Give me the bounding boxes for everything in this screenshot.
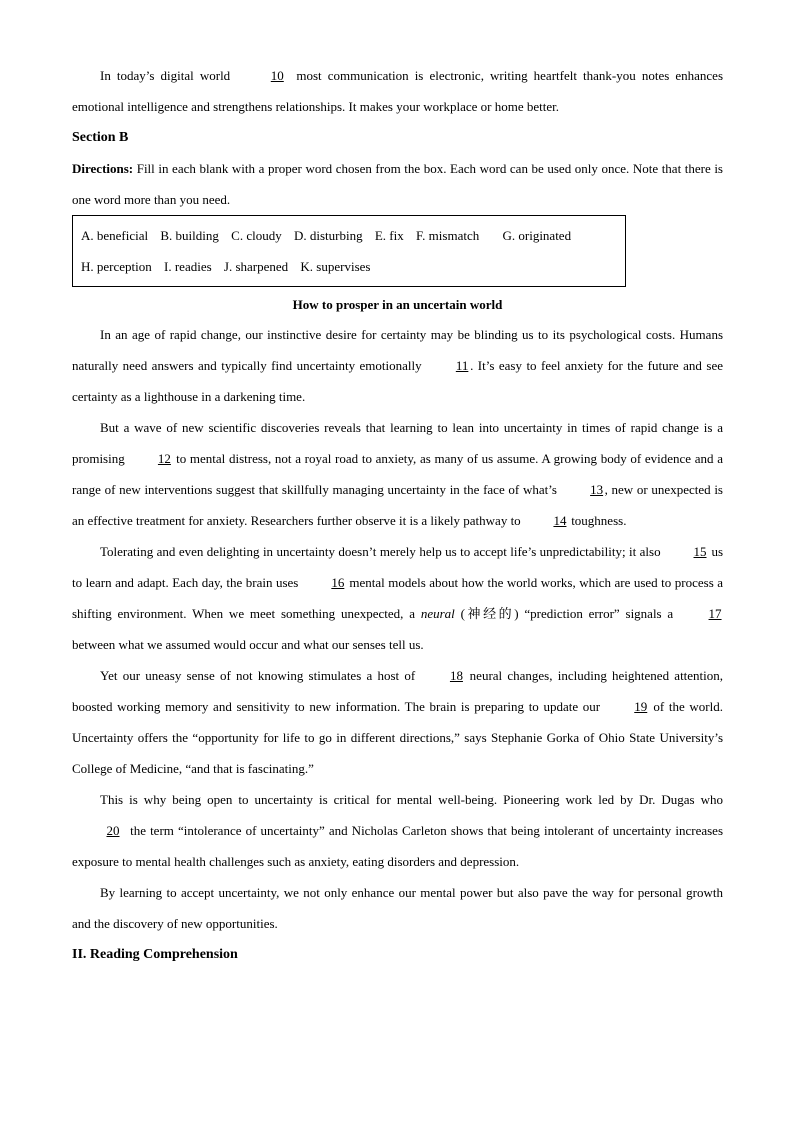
text: This is why being open to uncertainty is critical for mental well-being. Pioneering work led by Dr. Dugas who	[100, 792, 723, 807]
text: In an age of rapid change, our instinctive desire for certainty may be blinding us to its psychological costs. Humans naturally need answers and typically find uncertainty emotionally	[72, 327, 723, 373]
blank-15: 15	[693, 544, 707, 559]
option-c: C. cloudy	[231, 228, 282, 243]
text: us to learn and adapt. Each day, the brain uses	[72, 544, 723, 590]
neural-word: neural	[420, 606, 455, 621]
text: to mental distress, not a royal road to anxiety, as many of us assume. A growing body of evidence and a range of new interventions suggest that skillfully managing uncertainty in the face of what’s	[72, 451, 723, 497]
text: In today’s digital world	[100, 68, 231, 83]
option-e: E. fix	[374, 228, 404, 243]
section-ii-heading: II. Reading Comprehension	[72, 947, 238, 962]
blank-14: 14	[553, 513, 567, 528]
article-paragraph-6: By learning to accept uncertainty, we not only enhance our mental power but also pave the way for personal growth and the discovery of new opportunities.	[72, 885, 723, 931]
word-box-row-2	[81, 251, 617, 282]
text: of the world. Uncertainty offers the “opportunity for life to go in different directions,” says Stephanie Gorka of Ohio State University’s College of Medicine, “and that is fascinating.”	[72, 699, 724, 776]
article-paragraph-3	[72, 536, 723, 660]
article-title: How to prosper in an uncertain world	[292, 297, 503, 312]
text: Tolerating and even delighting in uncertainty doesn’t merely help us to accept life’s unpredictability; it also	[100, 544, 661, 559]
blank-18: 18	[449, 668, 463, 683]
word-box	[72, 215, 626, 287]
directions-text: Fill in each blank with a proper word chosen from the box. Each word can be used only once. Note that there is one word more than you need.	[72, 161, 723, 207]
article-paragraph-4	[72, 660, 723, 784]
text: Yet our uneasy sense of not knowing stimulates a host of	[100, 668, 416, 683]
option-i: I. readies	[164, 259, 212, 274]
article-paragraph-1	[72, 319, 723, 412]
text: between what we assumed would occur and what our senses tell us.	[72, 637, 424, 652]
blank-20: 20	[106, 823, 120, 838]
directions	[72, 153, 723, 215]
chinese-gloss: (神经的)	[460, 606, 519, 621]
option-g: G. originated	[502, 228, 572, 243]
text: most communication is electronic, writing heartfelt thank-you notes enhances emotional intelligence and strengthens relationships. It makes your workplace or home better.	[72, 68, 724, 114]
word-box-row-1	[81, 220, 617, 251]
text: “prediction error” signals a	[524, 606, 674, 621]
text: toughness.	[571, 513, 627, 528]
document-page	[72, 60, 723, 970]
text: mental models about how the world works, which are used to process a shifting environment. When we meet something unexpected, a	[72, 575, 724, 621]
option-k: K. supervises	[300, 259, 371, 274]
option-j: J. sharpened	[223, 259, 289, 274]
blank-12: 12	[157, 451, 171, 466]
blank-19: 19	[634, 699, 648, 714]
intro-paragraph	[72, 60, 723, 122]
blank-10: 10	[270, 68, 284, 83]
option-h: H. perception	[81, 259, 152, 274]
article-paragraph-2	[72, 412, 723, 536]
option-a: A. beneficial	[81, 228, 149, 243]
text: neural changes, including heightened attention, boosted working memory and sensitivity to new information. The brain is preparing to update our	[72, 668, 724, 714]
blank-13: 13	[590, 482, 604, 497]
text: the term “intolerance of uncertainty” and Nicholas Carleton shows that being intolerant of uncertainty increases exposure to mental health challenges such as anxiety, eating disorders and depression.	[72, 823, 723, 869]
text: . It’s easy to feel anxiety for the future and see certainty as a lighthouse in a darkening time.	[72, 358, 723, 404]
blank-11: 11	[455, 358, 469, 373]
option-b: B. building	[160, 228, 219, 243]
blank-16: 16	[331, 575, 345, 590]
section-b-heading: Section B	[72, 130, 129, 145]
blank-17: 17	[708, 606, 722, 621]
option-d: D. disturbing	[293, 228, 363, 243]
article-paragraph-5	[72, 784, 723, 877]
directions-label: Directions:	[72, 161, 134, 176]
option-f: F. mismatch	[415, 228, 480, 243]
text: , new or unexpected is an effective treatment for anxiety. Researchers further observe it is a likely pathway to	[72, 482, 723, 528]
text: But a wave of new scientific discoveries reveals that learning to lean into uncertainty in times of rapid change is a promising	[72, 420, 723, 466]
